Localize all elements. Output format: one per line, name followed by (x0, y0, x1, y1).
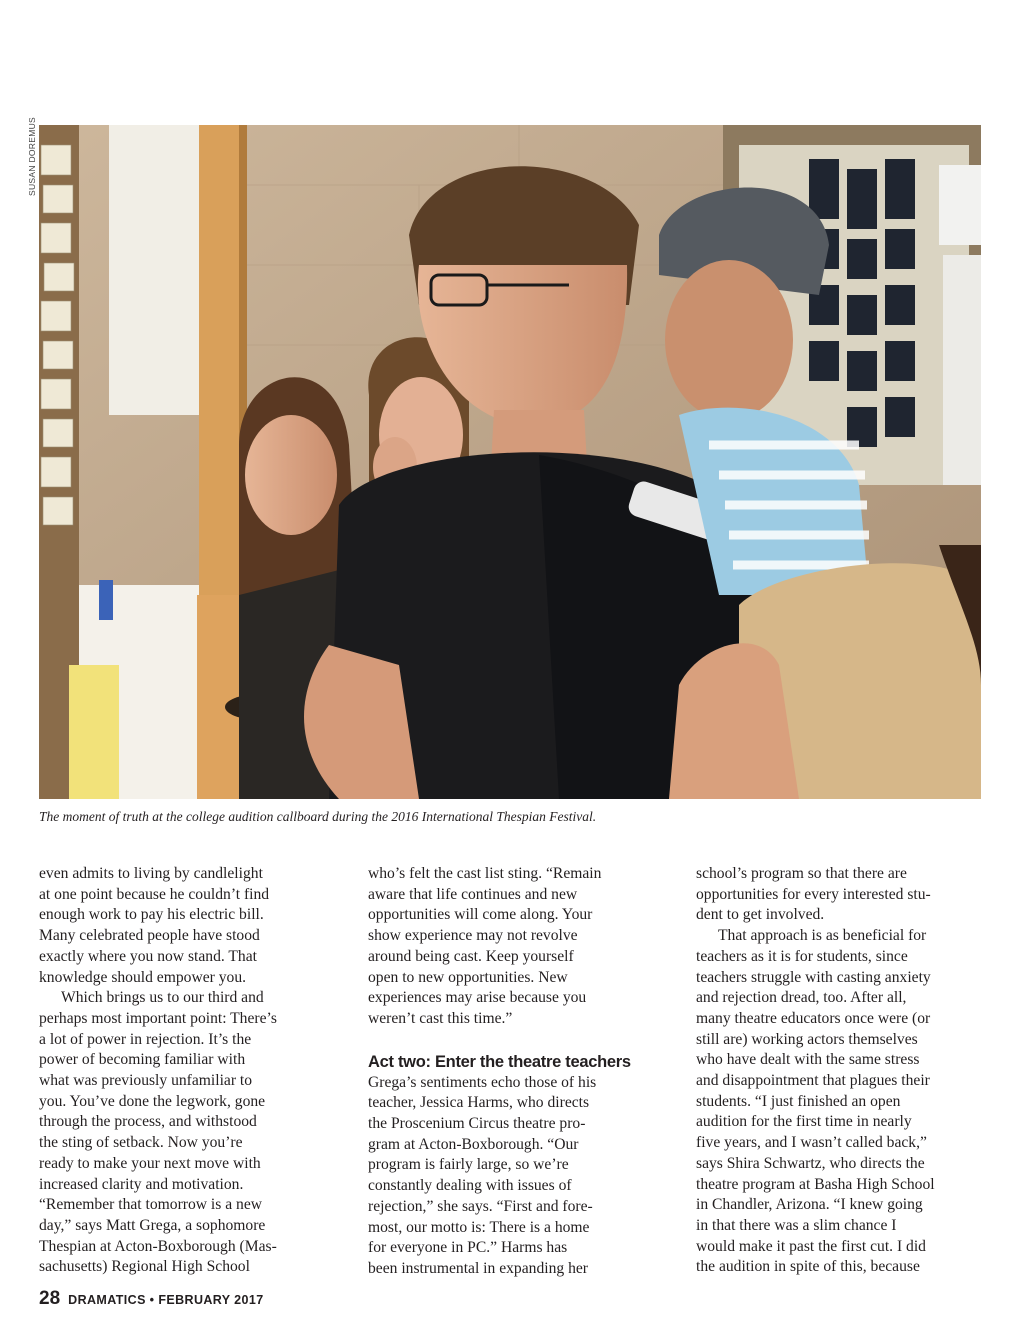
article-column-2 (368, 864, 660, 1280)
section-subhead: Act two: Enter the theatre teachers (368, 1052, 631, 1071)
text-line: the Proscenium Circus theatre pro- (368, 1115, 586, 1133)
paragraph (696, 864, 986, 926)
text-line: at one point because he couldn’t find (39, 885, 270, 903)
text-line: gram at Acton-Boxborough. “Our (368, 1135, 579, 1153)
text-line: teachers struggle with casting anxiety (696, 968, 931, 986)
photo-caption: The moment of truth at the college audition callboard during the 2016 International Thespian Festival. (39, 809, 597, 824)
paragraph (368, 1073, 660, 1280)
text-line: rejection,” she says. “First and fore- (368, 1197, 593, 1215)
text-line: around being cast. Keep yourself (368, 947, 574, 965)
text-line: most, our motto is: There is a home (368, 1218, 590, 1236)
text-line: increased clarity and motivation. (39, 1175, 244, 1193)
text-line: day,” says Matt Grega, a sophomore (39, 1216, 266, 1234)
text-line: you. You’ve done the legwork, gone (39, 1092, 266, 1110)
text-line: program is fairly large, so we’re (368, 1156, 569, 1174)
magazine-issue: DRAMATICS • FEBRUARY 2017 (68, 1293, 264, 1307)
callboard-photo-illustration (39, 125, 981, 799)
text-line: for everyone in PC.” Harms has (368, 1239, 568, 1257)
text-line: what was previously unfamiliar to (39, 1072, 253, 1090)
text-line: in that there was a slim chance I (696, 1216, 897, 1234)
text-line: through the process, and withstood (39, 1113, 257, 1131)
text-line: who’s felt the cast list sting. “Remain (368, 865, 602, 882)
text-line: aware that life continues and new (368, 885, 578, 903)
text-line: in Chandler, Arizona. “I knew going (696, 1196, 923, 1214)
text-line: ready to make your next move with (39, 1154, 261, 1172)
callboard-photo (39, 125, 981, 799)
photo-credit: SUSAN DOREMUS (27, 117, 37, 196)
text-line: weren’t cast this time.” (368, 1009, 513, 1027)
text-line: teachers as it is for students, since (696, 947, 908, 965)
text-line: the audition in spite of this, because (696, 1258, 920, 1276)
text-line: Grega’s sentiments echo those of his (368, 1073, 597, 1091)
text-line: enough work to pay his electric bill. (39, 906, 264, 924)
text-line: would make it past the first cut. I did (696, 1237, 926, 1255)
text-line: a lot of power in rejection. It’s the (39, 1030, 252, 1048)
text-line: Many celebrated people have stood (39, 927, 260, 945)
text-line: perhaps most important point: There’s (39, 1009, 277, 1027)
paragraph (39, 864, 334, 988)
text-line: still are) working actors themselves (696, 1030, 918, 1048)
text-line: and rejection dread, too. After all, (696, 989, 907, 1007)
text-line: open to new opportunities. New (368, 968, 568, 986)
text-line: and disappointment that plagues their (696, 1072, 930, 1090)
text-line: who have dealt with the same stress (696, 1051, 920, 1069)
text-line: show experience may not revolve (368, 927, 578, 945)
text-line: even admits to living by candlelight (39, 865, 263, 882)
text-line: been instrumental in expanding her (368, 1259, 588, 1277)
text-line: experiences may arise because you (368, 989, 587, 1007)
page-footer (39, 1288, 264, 1310)
text-line: Thespian at Acton-Boxborough (Mas- (39, 1237, 277, 1255)
text-line: many theatre educators once were (or (696, 1009, 931, 1027)
article-column-1 (39, 864, 334, 1278)
text-line: five years, and I wasn’t called back,” (696, 1134, 927, 1152)
paragraph (368, 864, 660, 1030)
text-line: “Remember that tomorrow is a new (39, 1196, 263, 1214)
text-line: sachusetts) Regional High School (39, 1258, 250, 1276)
text-line: theatre program at Basha High School (696, 1175, 935, 1193)
paragraph (696, 926, 986, 1278)
text-line: school’s program so that there are (696, 865, 907, 882)
text-line: knowledge should empower you. (39, 968, 247, 986)
text-line: opportunities for every interested stu- (696, 885, 931, 903)
text-line: power of becoming familiar with (39, 1051, 246, 1069)
text-line: teacher, Jessica Harms, who directs (368, 1094, 590, 1112)
article-column-3 (696, 864, 986, 1278)
text-line: opportunities will come along. Your (368, 906, 593, 924)
text-line: constantly dealing with issues of (368, 1177, 572, 1195)
page-number: 28 (39, 1288, 61, 1309)
text-line: the sting of setback. Now you’re (39, 1134, 243, 1152)
paragraph (39, 988, 334, 1278)
text-line: Which brings us to our third and (61, 989, 264, 1007)
text-line: exactly where you now stand. That (39, 947, 257, 965)
text-line: audition for the first time in nearly (696, 1113, 912, 1131)
text-line: says Shira Schwartz, who directs the (696, 1154, 925, 1172)
text-line: students. “I just finished an open (696, 1092, 901, 1110)
text-line: dent to get involved. (696, 906, 825, 924)
text-line: That approach is as beneficial for (718, 927, 927, 945)
